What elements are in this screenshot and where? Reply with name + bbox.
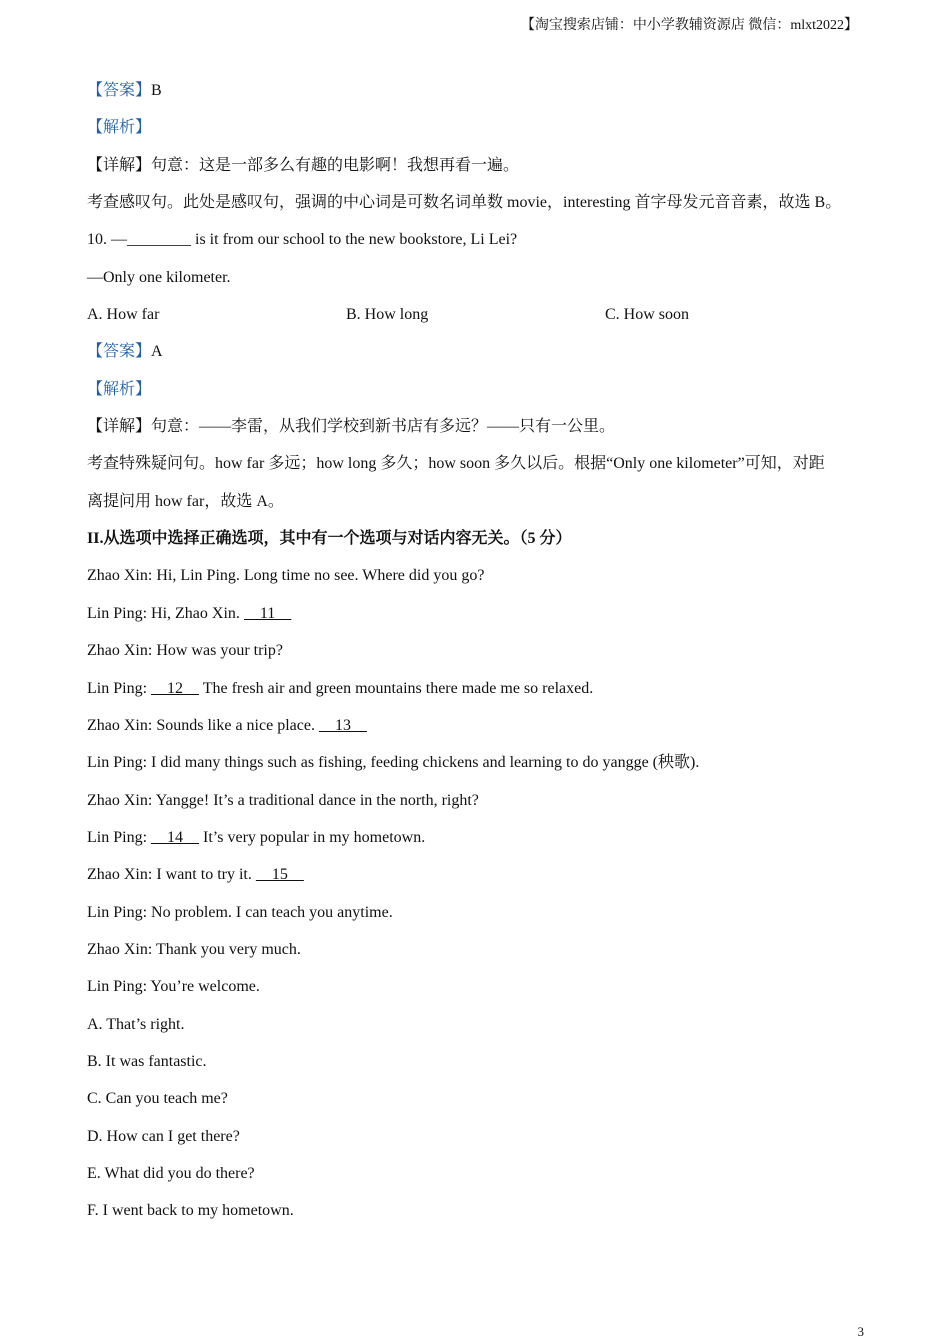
choice-item: D. How can I get there?: [87, 1127, 240, 1145]
page-number: 3: [857, 1324, 864, 1339]
page-header: 【淘宝搜索店铺：中小学教辅资源店 微信：mlxt2022】: [520, 18, 858, 33]
detail-line: [87, 414, 877, 451]
question-blank: ________: [127, 231, 191, 249]
question-text: is it from our school to the new bookstore, Li Lei?: [191, 231, 518, 249]
dialogue-text: Lin Ping:: [87, 828, 152, 846]
dialogue-line: [87, 862, 877, 899]
dialogue-blank: 13: [318, 716, 367, 734]
dialogue-text-after: The fresh air and green mountains there made me so relaxed.: [199, 679, 594, 697]
analysis-tag: 【解析】: [87, 119, 152, 137]
question-10: [87, 227, 877, 264]
section-title: II.从选项中选择正确选项，其中有一个选项与对话内容无关。（5 分）: [87, 530, 572, 548]
dialogue-text: Zhao Xin: Yangge! It’s a traditional dance in the north, right?: [87, 791, 479, 809]
detail-line: [87, 153, 877, 190]
detail-text: 句意：这是一部多么有趣的电影啊！我想再看一遍。: [151, 156, 520, 174]
detail-tag: 【详解】: [87, 418, 152, 436]
explain-line: 考查感叹句。此处是感叹句，强调的中心词是可数名词单数 movie，interesting 首字母发元音音素，故选 B。: [87, 194, 842, 212]
dialogue-text: Lin Ping:: [87, 679, 152, 697]
choice-item: C. Can you teach me?: [87, 1090, 228, 1108]
analysis-tag: 【解析】: [87, 380, 152, 398]
dialogue-line: [87, 900, 877, 937]
choice-item: F. I went back to my hometown.: [87, 1202, 294, 1220]
answer-tag: 【答案】: [87, 343, 152, 361]
dialogue-line: [87, 937, 877, 974]
dialogue-line: [87, 563, 877, 600]
answer-line: [87, 78, 877, 115]
choice-item: A. That’s right.: [87, 1015, 185, 1033]
explain-line-2: 离提问用 how far，故选 A。: [87, 492, 284, 510]
option-b: B. How long: [346, 306, 429, 324]
dialogue-text: Lin Ping: Hi, Zhao Xin.: [87, 604, 244, 622]
dialogue-line: [87, 974, 877, 1011]
dialogue-text: Zhao Xin: Hi, Lin Ping. Long time no see. Where did you go?: [87, 567, 485, 585]
choice-item: B. It was fantastic.: [87, 1052, 207, 1070]
dialogue-line: [87, 601, 877, 638]
document-body: [87, 78, 877, 1236]
dialogue-line: [87, 750, 877, 787]
dialogue-blank: 11: [243, 604, 292, 622]
dialogue-text: Zhao Xin: How was your trip?: [87, 642, 283, 660]
answer-value: B: [151, 82, 162, 99]
dialogue-line: [87, 825, 877, 862]
dialogue-line: [87, 788, 877, 825]
dialogue-text: Lin Ping: I did many things such as fishing, feeding chickens and learning to do yangge (秧歌).: [87, 754, 700, 772]
answer-line: [87, 339, 877, 376]
dialogue-text: Lin Ping: You’re welcome.: [87, 978, 260, 996]
explain-line: 考查特殊疑问句。how far 多远；how long 多久；how soon 多久以后。根据“Only one kilometer”可知，对距: [87, 455, 825, 473]
options-row: [87, 302, 877, 339]
answer-value: A: [151, 343, 163, 361]
dialogue: [87, 563, 877, 1011]
answer-tag: 【答案】: [87, 82, 152, 99]
dialogue-text: Zhao Xin: Thank you very much.: [87, 940, 301, 958]
dialogue-blank: 14: [151, 828, 200, 846]
dialogue-line: [87, 713, 877, 750]
dialogue-line: [87, 638, 877, 675]
choice-item: E. What did you do there?: [87, 1164, 255, 1182]
dialogue-text: Zhao Xin: Sounds like a nice place.: [87, 716, 319, 734]
question-reply: —Only one kilometer.: [87, 268, 231, 286]
option-a: A. How far: [87, 306, 160, 324]
dialogue-text: Lin Ping: No problem. I can teach you anytime.: [87, 903, 393, 921]
analysis-line: [87, 377, 877, 414]
dialogue-blank: 12: [151, 679, 200, 697]
dialogue-text: Zhao Xin: I want to try it.: [87, 866, 256, 884]
dialogue-blank: 15: [255, 866, 304, 884]
question-number: 10. —: [87, 231, 127, 249]
option-c: C. How soon: [605, 306, 690, 324]
detail-text: 句意：——李雷，从我们学校到新书店有多远？——只有一公里。: [151, 418, 616, 436]
analysis-line: [87, 115, 877, 152]
choice-list: [87, 1012, 877, 1236]
dialogue-text-after: It’s very popular in my hometown.: [199, 828, 426, 846]
dialogue-line: [87, 676, 877, 713]
detail-tag: 【详解】: [87, 156, 152, 174]
